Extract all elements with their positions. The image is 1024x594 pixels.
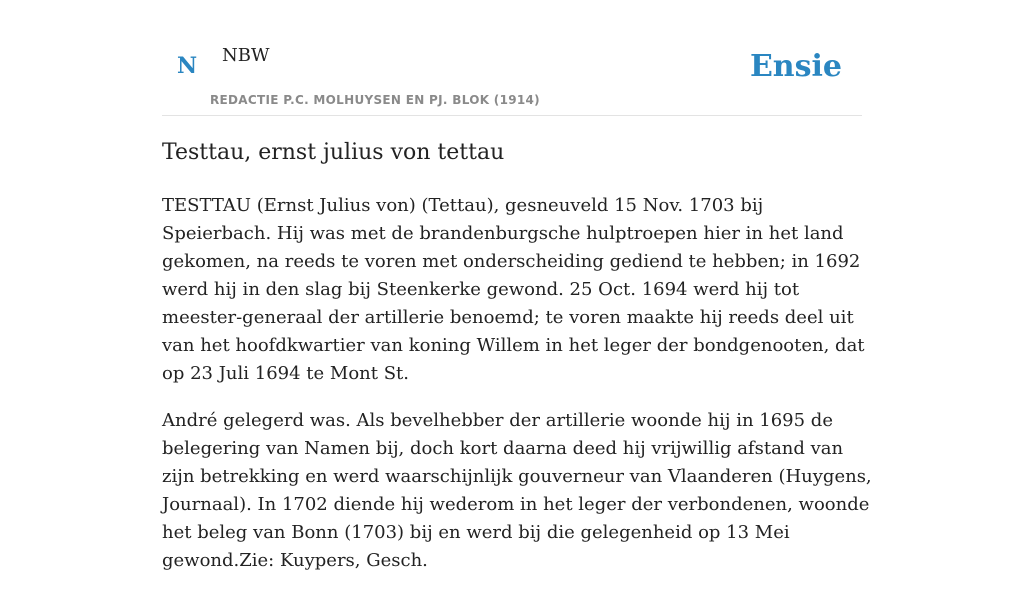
source-abbreviation: NBW: [222, 45, 270, 66]
source-logo-link[interactable]: N: [177, 53, 198, 79]
article-title: Testtau, ernst julius von tettau: [162, 140, 505, 165]
article-body: [162, 192, 872, 594]
header: [162, 0, 862, 116]
brand-logo-link[interactable]: Ensie: [749, 49, 842, 84]
article-paragraph-2: André gelegerd was. Als bevelhebber der artillerie woonde hij in 1695 de belegering van Namen bij, doch kort daarna deed hij vrijwillig afstand van zijn betrekking en werd waarschijnlijk gouverneur van Vlaanderen (Huygens, Journaal). In 1702 diende hij wederom in het leger der verbondenen, woonde het beleg van Bonn (1703) bij en werd bij die gelegenheid op 13 Mei gewond.Zie: Kuypers, Gesch.: [162, 410, 872, 571]
source-subtitle: REDACTIE P.C. MOLHUYSEN EN PJ. BLOK (1914): [210, 93, 540, 107]
article-paragraph-1: TESTTAU (Ernst Julius von) (Tettau), gesneuveld 15 Nov. 1703 bij Speierbach. Hij was met de brandenburgsche hulptroepen hier in het land gekomen, na reeds te voren met onderscheiding gediend te hebben; in 1692 werd hij in den slag bij Steenkerke gewond. 25 Oct. 1694 werd hij tot meester-generaal der artillerie benoemd; te voren maakte hij reeds deel uit van het hoofdkwartier van koning Willem in het leger der bondgenooten, dat op 23 Juli 1694 te Mont St.: [162, 195, 865, 384]
